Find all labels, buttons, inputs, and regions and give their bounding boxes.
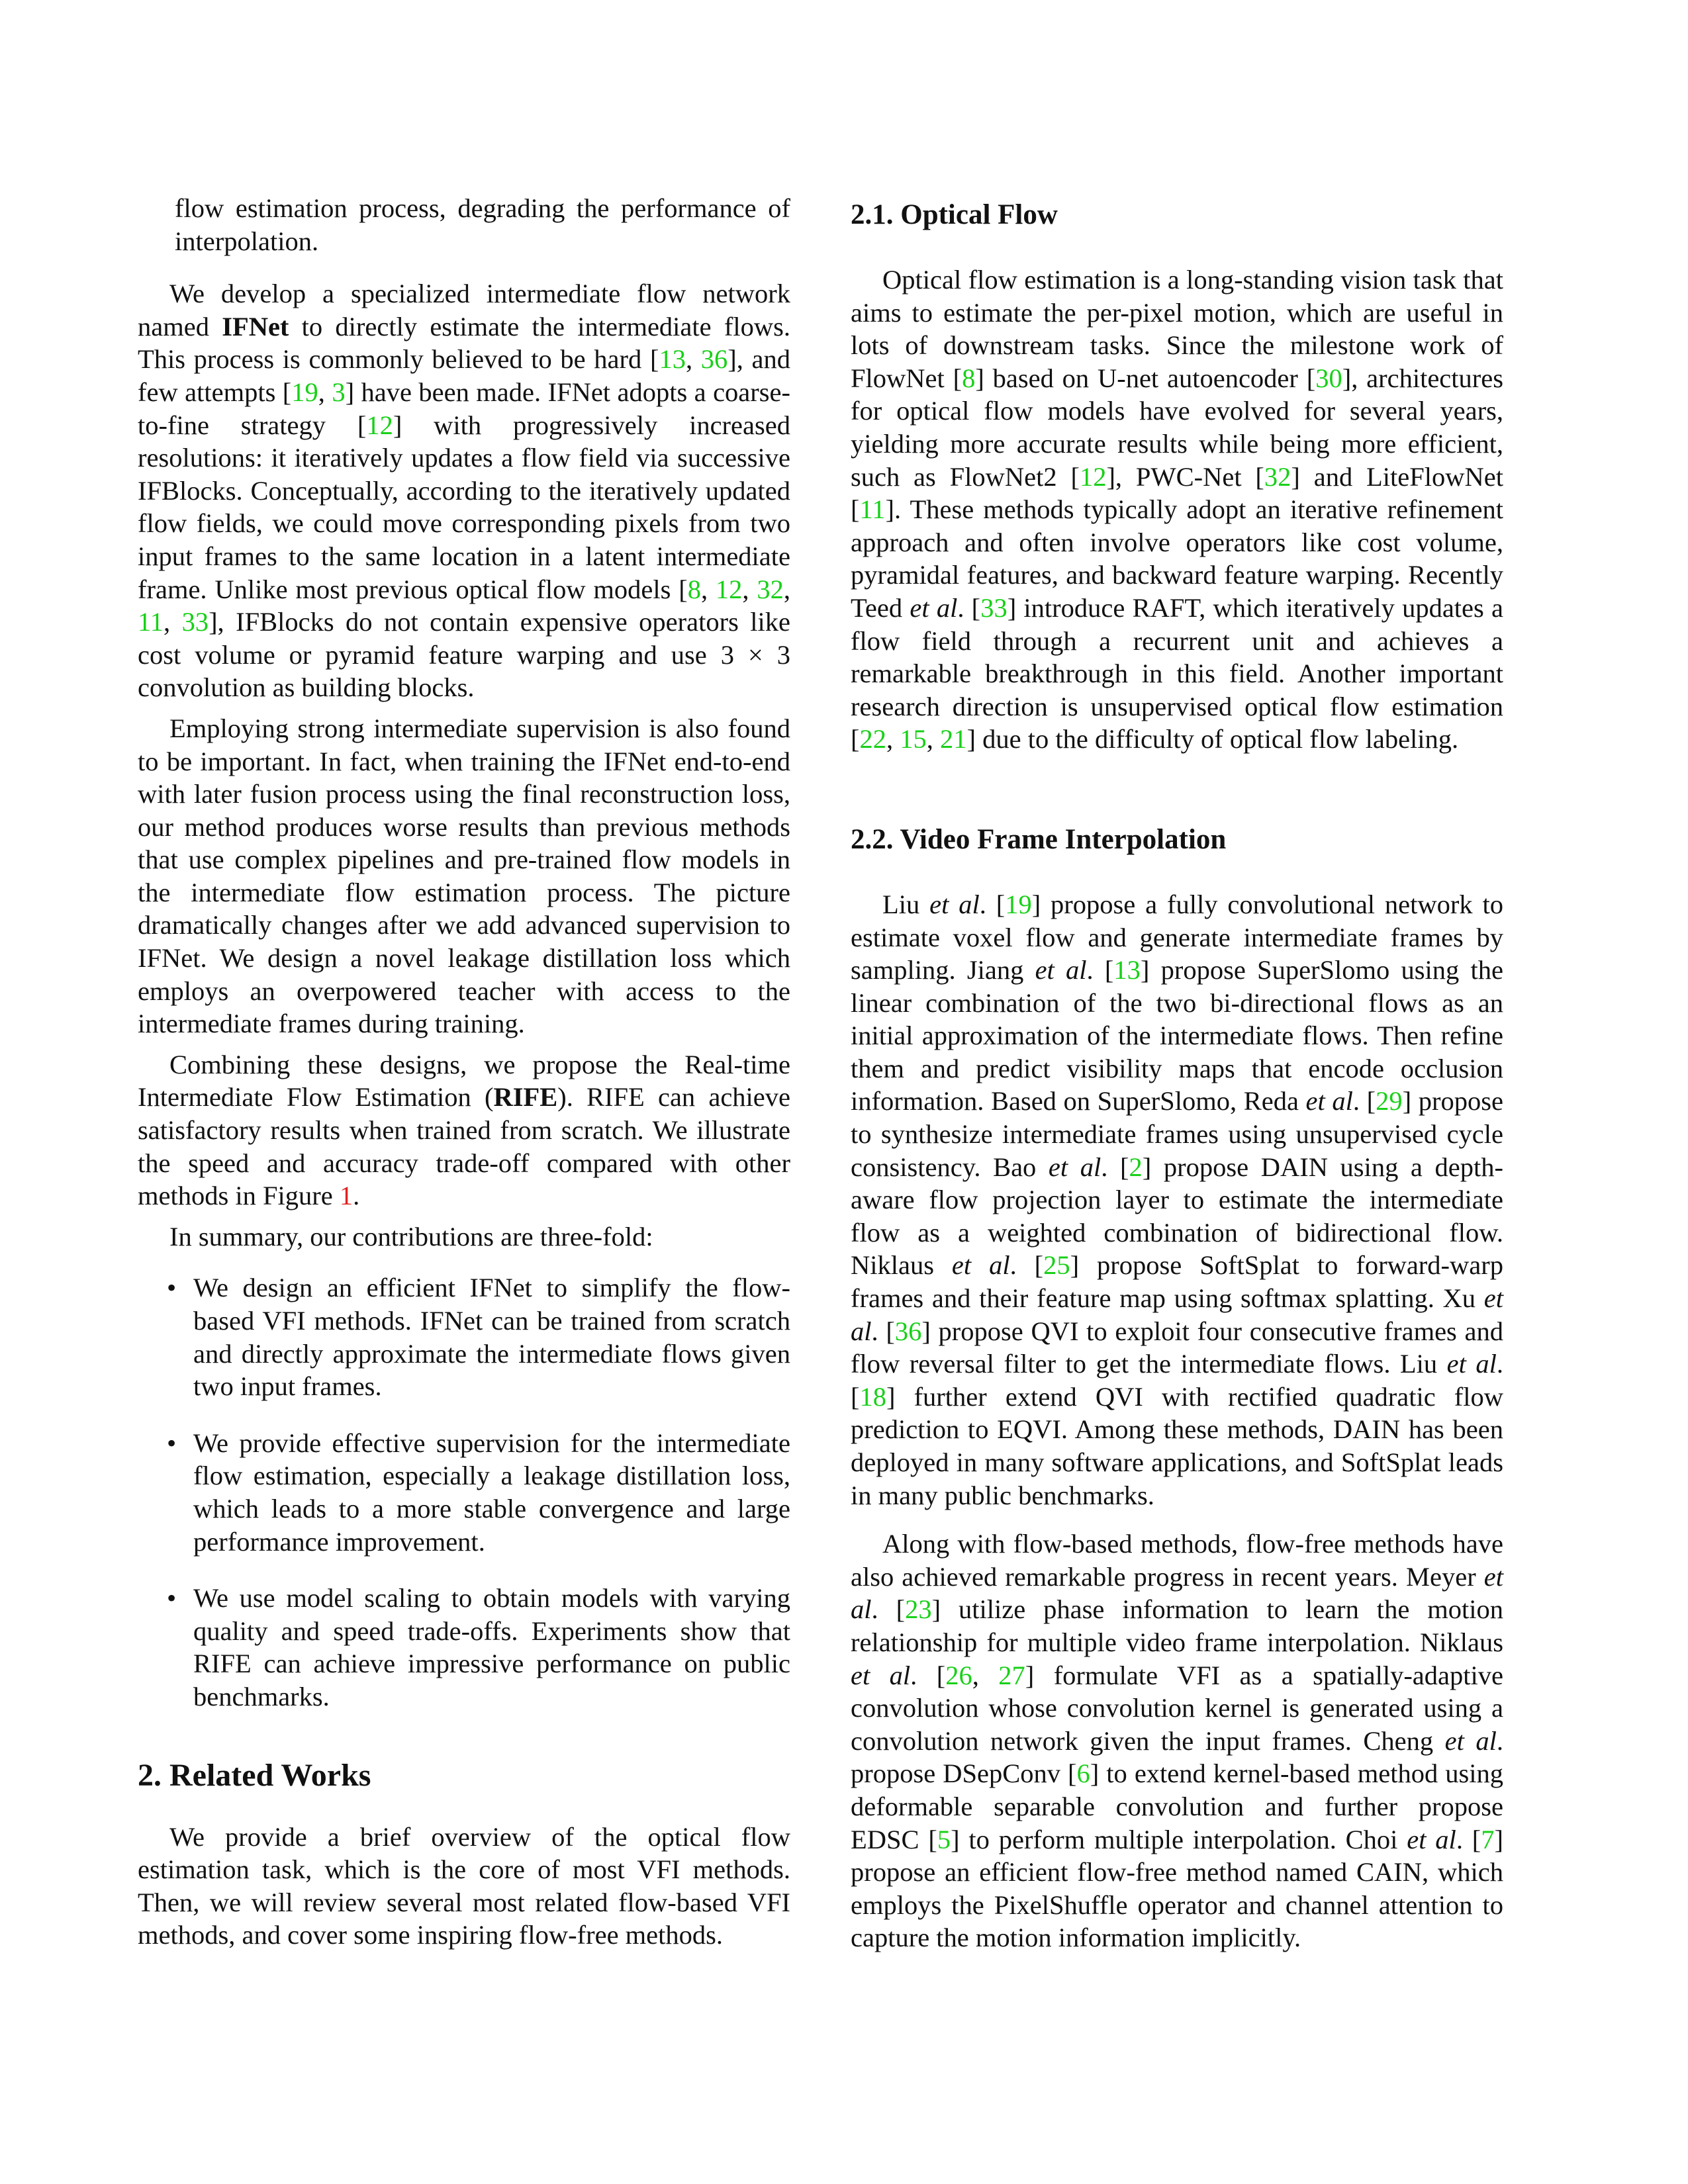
citation-link[interactable]: 32 xyxy=(1264,461,1291,492)
citation-link[interactable]: 5 xyxy=(937,1824,951,1854)
term-rife: RIFE xyxy=(493,1082,558,1113)
paragraph-vfi-flow-based: Liu et al. [19] propose a fully convolutional network to estimate voxel flow and generate intermediate frames by sampling. Jiang et al. [13] propose SuperSlomo using the linear combination of the two bi-directional flows as an initial approximation of the intermediate flows. Then refine them and predict visibility maps that encode occlusion information. Based on SuperSlomo, Reda et al. [29] propose to synthesize intermediate frames using unsupervised cycle consistency. Bao et al. [2] propose DAIN using a depth-aware flow projection layer to estimate the intermediate flow as a weighted combination of bidirectional flow. Niklaus et al. [25] propose SoftSplat to forward-warp frames and their feature map using softmax splatting. Xu et al. [36] propose QVI to exploit four consecutive frames and flow reversal filter to get the intermediate flows. Liu et al. [18] further extend QVI with rectified quadratic flow prediction to EQVI. Among these methods, DAIN has been deployed in many software applications, and SoftSplat leads in many public benchmarks. xyxy=(851,889,1503,1510)
citation-link[interactable]: 26 xyxy=(945,1660,972,1690)
citation-link[interactable]: 13 xyxy=(659,344,686,375)
paragraph-rife: Combining these designs, we propose the Real-time Intermediate Flow Estimation (RIFE). RIFE can achieve satisfactory results when trained from scratch. We illustrate the speed and accuracy trade-off compared with other methods in Figure 1. xyxy=(138,1049,791,1211)
term-ifnet: IFNet xyxy=(222,311,289,341)
bullet-icon: • xyxy=(167,1583,177,1614)
list-item: • We provide effective supervision for the intermediate flow estimation, especially a leakage distillation loss, which leads to a more stable convergence and large performance improvement. xyxy=(167,1428,790,1557)
bullet-icon: • xyxy=(167,1273,177,1303)
citation-link[interactable]: 2 xyxy=(1129,1152,1143,1182)
citation-link[interactable]: 36 xyxy=(700,344,728,375)
citation-link[interactable]: 33 xyxy=(181,607,209,637)
right-column xyxy=(851,192,1503,1954)
citation-link[interactable]: 36 xyxy=(894,1316,922,1346)
figure-link[interactable]: 1 xyxy=(339,1181,353,1211)
list-item: • We use model scaling to obtain models with varying quality and speed trade-offs. Experiments show that RIFE can achieve impressive performance on public benchmarks. xyxy=(167,1583,790,1711)
bullet-icon: • xyxy=(167,1428,177,1458)
citation-link[interactable]: 6 xyxy=(1076,1758,1090,1789)
citation-link[interactable]: 32 xyxy=(757,574,784,604)
citation-link[interactable]: 29 xyxy=(1376,1086,1403,1116)
subsection-heading-optical-flow: 2.1. Optical Flow xyxy=(851,199,1058,230)
paragraph-summary: In summary, our contributions are three-fold: xyxy=(169,1221,653,1251)
paragraph-related-overview: We provide a brief overview of the optical flow estimation task, which is the core of most VFI methods. Then, we will review several most related flow-based VFI methods, and cover some inspiring flow-free methods. xyxy=(138,1821,790,1950)
intro-continuation: flow estimation process, degrading the performance of interpolation. xyxy=(175,193,790,256)
citation-link[interactable]: 8 xyxy=(687,574,701,604)
citation-link[interactable]: 12 xyxy=(1079,461,1107,492)
citation-link[interactable]: 23 xyxy=(905,1594,932,1625)
citation-link[interactable]: 19 xyxy=(1005,889,1032,919)
section-heading-related-works: 2. Related Works xyxy=(138,1757,371,1793)
paragraph-ifnet: We develop a specialized intermediate flow network named IFNet to directly estimate the intermediate flows. This process is commonly believed to be hard [13, 36], and few attempts [19, 3] have been made. IFNet adopts a coarse-to-fine strategy [12] with progressively increased resolutions: it iteratively updates a flow field via successive IFBlocks. Conceptually, according to the iteratively updated flow fields, we could move corresponding pixels from two input frames to the same location in a latent intermediate frame. Unlike most previous optical flow models [8, 12, 32, 11, 33], IFBlocks do not contain expensive operators like cost volume or pyramid feature warping and use 3 × 3 convolution as building blocks. xyxy=(138,279,790,703)
citation-link[interactable]: 30 xyxy=(1315,363,1342,393)
citation-link[interactable]: 12 xyxy=(366,410,393,440)
paragraph-supervision: Employing strong intermediate supervision is also found to be important. In fact, when training the IFNet end-to-end with later fusion process using the final reconstruction loss, our method produces worse results than previous methods that use complex pipelines and pre-trained flow models in the intermediate flow estimation process. The picture dramatically changes after we add advanced supervision to IFNet. We design a novel leakage distillation loss which employs an overpowered teacher with access to the intermediate frames during training. xyxy=(138,713,790,1039)
contributions-list xyxy=(138,1271,790,1713)
citation-link[interactable]: 33 xyxy=(980,592,1008,623)
paragraph-vfi-flow-free: Along with flow-based methods, flow-free methods have also achieved remarkable progress in recent years. Meyer et al. [23] utilize phase information to learn the motion relationship for multiple video frame interpolation. Niklaus et al. [26, 27] formulate VFI as a spatially-adaptive convolution whose convolution kernel is generated using a convolution network given the input frames. Cheng et al. propose DSepConv [6] to extend kernel-based method using deformable separable convolution and further propose EDSC [5] to perform multiple interpolation. Choi et al. [7] propose an efficient flow-free method named CAIN, which employs the PixelShuffle operator and channel attention to capture the motion information implicitly. xyxy=(851,1529,1504,1953)
citation-link[interactable]: 7 xyxy=(1481,1824,1495,1854)
citation-link[interactable]: 25 xyxy=(1043,1250,1070,1281)
citation-link[interactable]: 15 xyxy=(900,724,927,754)
citation-link[interactable]: 12 xyxy=(715,574,743,604)
citation-link[interactable]: 21 xyxy=(940,724,967,754)
citation-link[interactable]: 11 xyxy=(859,494,886,525)
citation-link[interactable]: 19 xyxy=(291,377,318,407)
citation-link[interactable]: 3 xyxy=(332,377,346,407)
citation-link[interactable]: 18 xyxy=(859,1381,886,1412)
citation-link[interactable]: 22 xyxy=(859,724,886,754)
subsection-heading-vfi: 2.2. Video Frame Interpolation xyxy=(851,823,1227,855)
citation-link[interactable]: 27 xyxy=(998,1660,1025,1690)
citation-link[interactable]: 11 xyxy=(138,607,164,637)
citation-link[interactable]: 8 xyxy=(962,363,976,393)
list-item: • We design an efficient IFNet to simplify the flow-based VFI methods. IFNet can be trained from scratch and directly approximate the intermediate flows given two input frames. xyxy=(167,1273,790,1402)
paragraph-optical-flow: Optical flow estimation is a long-standing vision task that aims to estimate the per-pixel motion, which are useful in lots of downstream tasks. Since the milestone work of FlowNet [8] based on U-net autoencoder [30], architectures for optical flow models have evolved for several years, yielding more accurate results while being more efficient, such as FlowNet2 [12], PWC-Net [32] and LiteFlowNet [11]. These methods typically adopt an iterative refinement approach and often involve operators like cost volume, pyramidal features, and backward feature warping. Recently Teed et al. [33] introduce RAFT, which iteratively updates a flow field through a recurrent unit and achieves a remarkable breakthrough in this field. Another important research direction is unsupervised optical flow estimation [22, 15, 21] due to the difficulty of optical flow labeling. xyxy=(851,265,1504,754)
left-column xyxy=(138,192,790,1952)
citation-link[interactable]: 13 xyxy=(1113,955,1141,985)
